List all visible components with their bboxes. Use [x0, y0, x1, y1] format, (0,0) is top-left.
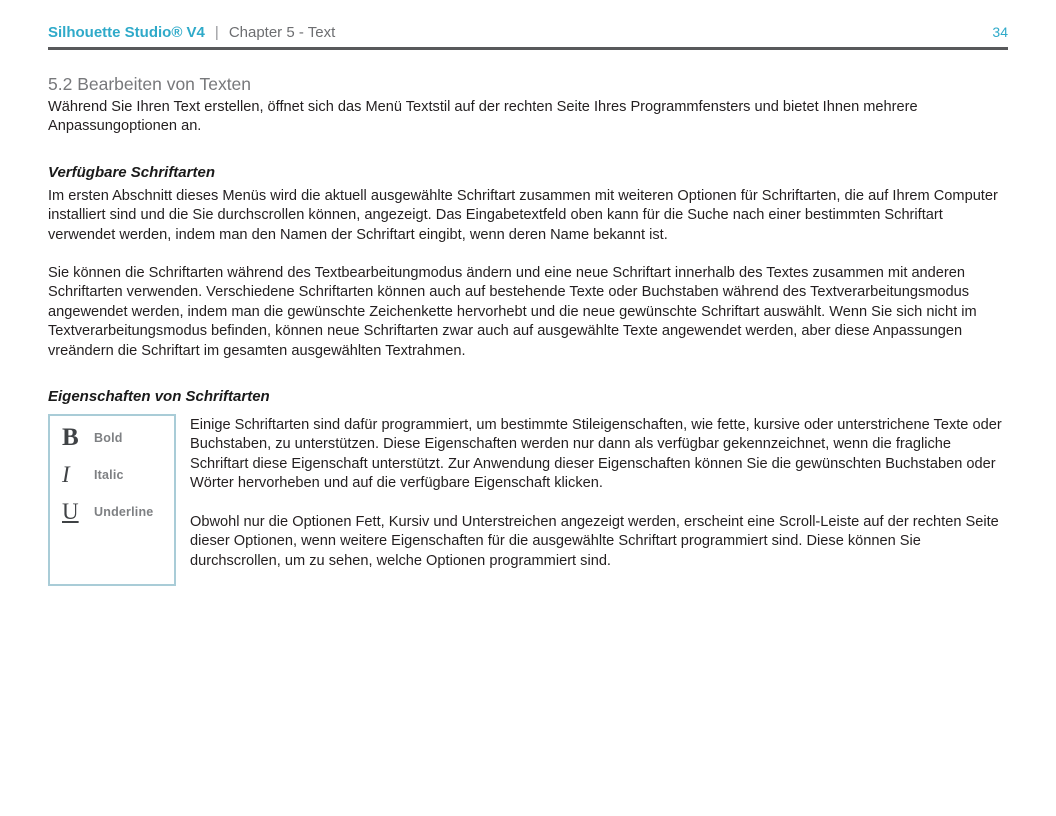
header-rule: [48, 47, 1008, 50]
available-fonts-paragraph-2: Sie können die Schriftarten während des Textbearbeitungmodus ändern und eine neue Schriftart innerhalb des Textes zusammen mit anderen Schriftarten verwenden. Verschiedene Schriftarten können auch auf bestehende Texte oder Buchstaben während des Textverarbeitungsmodus angewendet werden, indem man die gewünschte Zeichenkette hervorhebt und die neue gewünschte Schriftart auswählt. Wenn Sie sich nicht im Textverarbeitungsmodus befinden, können neue Schriftarten zwar auch auf ausgewählte Texte angewendet werden, aber diese Anpassungen vreändern die Schriftart im gesamten ausgewählten Textrahmen.: [48, 265, 977, 359]
subheading-font-properties: Eigenschaften von Schriftarten: [48, 388, 270, 406]
chapter-title: Chapter 5 - Text: [228, 24, 336, 41]
page-header: [0, 0, 1056, 41]
italic-icon: I: [62, 462, 70, 488]
underline-option-row: [62, 498, 174, 526]
bold-option-row: [62, 424, 174, 452]
available-fonts-paragraph-1: Im ersten Abschnitt dieses Menüs wird die aktuell ausgewählte Schriftart zusammen mit weiteren Optionen für Schriftarten, die auf Ihrem Computer installiert sind und die Sie durchscrollen können, angezeigt. Das Eingabetextfeld oben kann für die Suche nach einer bestimmten Schriftart verwendet werden, indem man den Namen der Schriftart eingibt, wenn deren Name bekannt ist.: [48, 187, 998, 243]
page-number: 34: [992, 24, 1008, 40]
font-properties-paragraph-1: Einige Schriftarten sind dafür programmiert, um bestimmte Stileigenschaften, wie fette, kursive oder unterstrichene Texte oder Buchstaben, zu unterstützen. Diese Eigenschaften werden nur dann als verfügbar gekennzeichnet, wenn die fragliche Schriftart diese Eigenschaft unterstützt. Zur Anwendung dieser Eigenschaften können Sie die gewünschten Buchstaben oder Wörter hervorheben und auf die verfügbare Eigenschaft klicken.: [190, 417, 1002, 492]
italic-option-label: Italic: [94, 468, 124, 483]
text-style-panel-figure: [48, 414, 176, 586]
section-title: 5.2 Bearbeiten von Texten: [48, 74, 252, 94]
brand-title: Silhouette Studio® V4: [48, 24, 205, 41]
font-properties-paragraph-2: Obwohl nur die Optionen Fett, Kursiv und Unterstreichen angezeigt werden, erscheint eine Scroll-Leiste auf der rechten Seite dieser Optionen, wenn weitere Eigenschaften für die ausgewählte Schriftart programmiert sind. Diese können Sie durchscrollen, um zu sehen, welche Optionen programmiert sind.: [190, 513, 999, 569]
header-left-group: [48, 24, 335, 41]
subheading-available-fonts: Verfügbare Schriftarten: [48, 163, 215, 181]
header-separator: |: [214, 24, 219, 41]
underline-option-label: Underline: [94, 505, 154, 520]
section-intro-paragraph: Während Sie Ihren Text erstellen, öffnet sich das Menü Textstil auf der rechten Seite Ihres Programmfensters und bietet Ihnen mehrere Anpassungoptionen an.: [48, 99, 918, 135]
bold-icon: B: [62, 424, 79, 452]
underline-icon: U: [62, 499, 79, 525]
bold-option-label: Bold: [94, 431, 123, 446]
italic-option-row: [62, 461, 174, 489]
font-properties-section: [48, 414, 1008, 586]
font-properties-text-column: [190, 410, 1008, 571]
